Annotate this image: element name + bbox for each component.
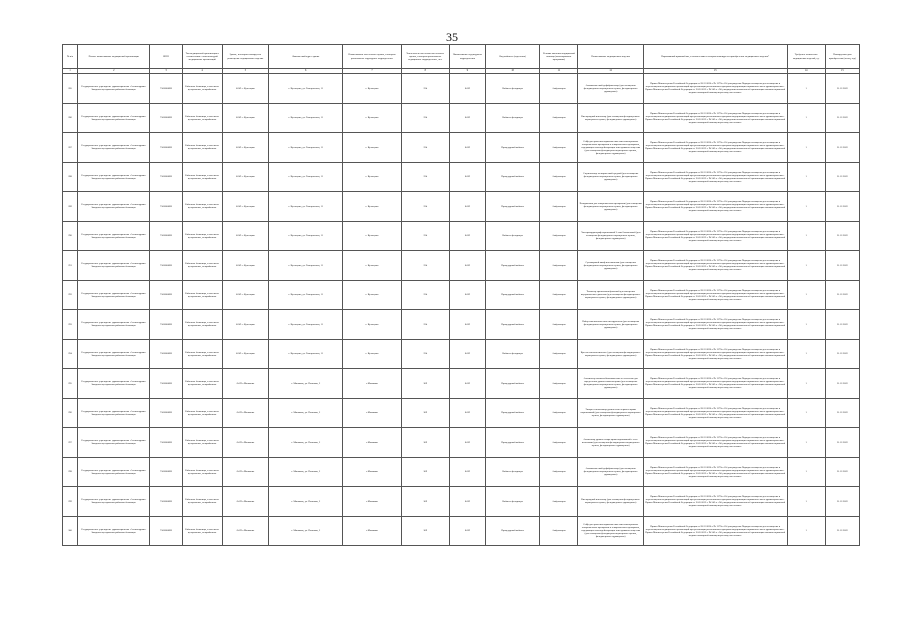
quantity-cell: 1 [787, 369, 825, 399]
column-header: Фактический адрес здания [268, 45, 342, 69]
population-cell: 224 [401, 74, 449, 104]
inn-cell: 7502000896 [150, 251, 182, 281]
device-name-cell: Экспресс-анализатор уровня холестерина в крови портативный (для оснащения фельдшерского-акушерского пункта, фельдшерского здравпункта) [578, 398, 643, 428]
inn-cell: 7502000896 [150, 487, 182, 517]
column-header: Требуемое количество медицинских изделий, ед. [787, 45, 825, 69]
inn-cell: 7502000896 [150, 339, 182, 369]
column-number: 6 [268, 69, 342, 74]
population-cell: 309 [401, 369, 449, 399]
org-name-cell: Государственное учреждение здравоохранения «Александрово-Заводская центральная районная больница» [78, 133, 150, 163]
table-row [63, 74, 860, 104]
column-number: 11 [540, 69, 578, 74]
table-row [63, 516, 860, 546]
table-body [63, 74, 860, 546]
org-name-cell: Государственное учреждение здравоохранения «Александрово-Заводская центральная районная больница» [78, 487, 150, 517]
unit-cell: ФАП [449, 103, 485, 133]
address-cell: с. Маньково, ул. Почтовая, 2 [268, 398, 342, 428]
unit-cell: ФАП [449, 74, 485, 104]
purchase-date-cell: 31.12.2022 [825, 457, 859, 487]
purchase-date-cell: 31.12.2022 [825, 192, 859, 222]
row-number: 298 [63, 457, 78, 487]
table-row [63, 428, 860, 458]
population-cell: 309 [401, 428, 449, 458]
room-type-cell: Процедурный кабинет [486, 192, 540, 222]
settlement-cell: с.Маньково [343, 398, 401, 428]
population-cell: 224 [401, 162, 449, 192]
building-cell: ФАП с. Кузнецово [222, 192, 268, 222]
care-conditions-cell: Амбулаторно [540, 457, 578, 487]
column-header: Полное наименование медицинской организации [78, 45, 150, 69]
care-conditions-cell: Амбулаторно [540, 162, 578, 192]
org-name-cell: Государственное учреждение здравоохранения «Александрово-Заводская центральная районная больница» [78, 162, 150, 192]
inn-cell: 7502000896 [150, 280, 182, 310]
row-number: 293 [63, 310, 78, 340]
row-number: 287 [63, 133, 78, 163]
org-type-cell: Районные больницы, в том числе центральные, межрайонные [182, 192, 222, 222]
population-cell: 224 [401, 310, 449, 340]
inn-cell: 7502000896 [150, 162, 182, 192]
org-name-cell: Государственное учреждение здравоохранения «Александрово-Заводская центральная районная больница» [78, 516, 150, 546]
table-row [63, 457, 860, 487]
room-type-cell: Процедурный кабинет [486, 310, 540, 340]
purchase-date-cell: 31.12.2022 [825, 369, 859, 399]
address-cell: с. Кузнецово, ул. Гонгаротская, 11 [268, 280, 342, 310]
org-name-cell: Государственное учреждение здравоохранения «Александрово-Заводская центральная районная больница» [78, 192, 150, 222]
purchase-date-cell: 31.12.2022 [825, 310, 859, 340]
care-conditions-cell: Амбулаторно [540, 516, 578, 546]
unit-cell: ФАП [449, 487, 485, 517]
device-name-cell: Кислородный ингалятор (для оснащения фельдшерского-акушерского пункта, фельдшерского здравпункта) [578, 487, 643, 517]
address-cell: с. Маньково, ул. Почтовая, 2 [268, 516, 342, 546]
device-name-cell: Кресло гинекологическое (для оснащения фельдшерского-акушерского пункта, фельдшерского здравпункта) [578, 339, 643, 369]
settlement-cell: с.Маньково [343, 369, 401, 399]
row-number: 297 [63, 428, 78, 458]
org-type-cell: Районные больницы, в том числе центральные, межрайонные [182, 516, 222, 546]
care-conditions-cell: Амбулаторно [540, 369, 578, 399]
population-cell: 224 [401, 339, 449, 369]
inn-cell: 7502000896 [150, 516, 182, 546]
org-type-cell: Районные больницы, в том числе центральные, межрайонные [182, 280, 222, 310]
purchase-date-cell: 31.12.2022 [825, 103, 859, 133]
population-cell: 224 [401, 133, 449, 163]
column-number: 9 [449, 69, 485, 74]
column-header: Планируемая дата приобретения (месяц, год) [825, 45, 859, 69]
org-type-cell: Районные больницы, в том числе центральные, межрайонные [182, 369, 222, 399]
column-number: 10 [486, 69, 540, 74]
column-header: Условия оказания медицинской помощи (пилотирование программы) [540, 45, 578, 69]
address-cell: с. Кузнецово, ул. Гонгаротская, 11 [268, 133, 342, 163]
org-type-cell: Районные больницы, в том числе центральные, межрайонные [182, 251, 222, 281]
settlement-cell: с. Кузнецово [343, 251, 401, 281]
org-type-cell: Районные больницы, в том числе центральные, межрайонные [182, 428, 222, 458]
legal-act-cell: Приказ Министерства Российской Федерации от 28.12.2020 г. № 1379н «Об утверждении Порядка оснащения для оснащения и переоснащения медицинских организаций при реализации региональных программ модернизации первичного звена здравоохранения». Приказ Министерства Российской Федерации от 15.05.2012 г. № 543 н «Об утверждении положения об организации оказания первичной медико-санитарной помощи взрослому населению» [643, 103, 787, 133]
org-name-cell: Государственное учреждение здравоохранения «Александрово-Заводская центральная районная больница» [78, 310, 150, 340]
address-cell: с. Маньково, ул. Почтовая, 2 [268, 428, 342, 458]
address-cell: с. Кузнецово, ул. Гонгаротская, 11 [268, 74, 342, 104]
org-name-cell: Государственное учреждение здравоохранения «Александрово-Заводская центральная районная больница» [78, 103, 150, 133]
table-row [63, 398, 860, 428]
care-conditions-cell: Амбулаторно [540, 280, 578, 310]
org-type-cell: Районные больницы, в том числе центральные, межрайонные [182, 487, 222, 517]
table-row [63, 192, 860, 222]
device-name-cell: Набор гинекологических инструментов (для оснащения фельдшерского-акушерского пункта, фельдшерского здравпункта) [578, 310, 643, 340]
column-header: Наименование медицинского изделия [578, 45, 643, 69]
quantity-cell: 1 [787, 457, 825, 487]
unit-cell: ФАП [449, 310, 485, 340]
legal-act-cell: Приказ Министерства Российской Федерации от 28.12.2020 г. № 1379н «Об утверждении Порядка оснащения для оснащения и переоснащения медицинских организаций при реализации региональных программ модернизации первичного звена здравоохранения». Приказ Министерства Российской Федерации от 15.05.2012 г. № 543 н «Об утверждении положения об организации оказания первичной медико-санитарной помощи взрослому населению» [643, 369, 787, 399]
room-type-cell: Процедурный кабинет [486, 133, 540, 163]
table-row [63, 221, 860, 251]
row-number: 292 [63, 280, 78, 310]
quantity-cell: 1 [787, 192, 825, 222]
legal-act-cell: Приказ Министерства Российской Федерации от 28.12.2020 г. № 1379н «Об утверждении Порядка оснащения для оснащения и переоснащения медицинских организаций при реализации региональных программ модернизации первичного звена здравоохранения». Приказ Министерства Российской Федерации от 15.05.2012 г. № 543 н «Об утверждении положения об организации оказания первичной медико-санитарной помощи взрослому населению» [643, 74, 787, 104]
care-conditions-cell: Амбулаторно [540, 487, 578, 517]
unit-cell: ФАП [449, 221, 485, 251]
inn-cell: 7502000896 [150, 192, 182, 222]
purchase-date-cell: 31.12.2022 [825, 339, 859, 369]
population-cell: 224 [401, 251, 449, 281]
building-cell: ФАП с.Маньково [222, 487, 268, 517]
inn-cell: 7502000896 [150, 428, 182, 458]
row-number: 291 [63, 251, 78, 281]
building-cell: ФАП с.Маньково [222, 398, 268, 428]
building-cell: ФАП с. Кузнецово [222, 310, 268, 340]
org-type-cell: Районные больницы, в том числе центральные, межрайонные [182, 398, 222, 428]
org-type-cell: Районные больницы, в том числе центральные, межрайонные [182, 457, 222, 487]
legal-act-cell: Приказ Министерства Российской Федерации от 28.12.2020 г. № 1379н «Об утверждении Порядка оснащения для оснащения и переоснащения медицинских организаций при реализации региональных программ модернизации первичного звена здравоохранения». Приказ Министерства Российской Федерации от 15.05.2012 г. № 543 н «Об утверждении положения об организации оказания первичной медико-санитарной помощи взрослому населению» [643, 280, 787, 310]
address-cell: с. Кузнецово, ул. Гонгаротская, 11 [268, 310, 342, 340]
inn-cell: 7502000896 [150, 310, 182, 340]
unit-cell: ФАП [449, 339, 485, 369]
unit-cell: ФАП [449, 516, 485, 546]
unit-cell: ФАП [449, 369, 485, 399]
building-cell: ФАП с.Маньково [222, 516, 268, 546]
quantity-cell: 1 [787, 221, 825, 251]
table-row [63, 310, 860, 340]
population-cell: 309 [401, 457, 449, 487]
settlement-cell: с. Кузнецово [343, 74, 401, 104]
org-name-cell: Государственное учреждение здравоохранения «Александрово-Заводская центральная районная больница» [78, 428, 150, 458]
purchase-date-cell: 31.12.2022 [825, 74, 859, 104]
column-header: Вид кабинета (отделения) [486, 45, 540, 69]
purchase-date-cell: 31.12.2022 [825, 487, 859, 517]
quantity-cell: 1 [787, 339, 825, 369]
table-row [63, 280, 860, 310]
address-cell: с. Кузнецово, ул. Гонгаротская, 11 [268, 192, 342, 222]
quantity-cell: 1 [787, 74, 825, 104]
population-cell: 309 [401, 516, 449, 546]
address-cell: с. Кузнецово, ул. Гонгаротская, 11 [268, 103, 342, 133]
building-cell: ФАП с. Кузнецово [222, 162, 268, 192]
building-cell: ФАП с.Маньково [222, 369, 268, 399]
device-name-cell: Автоматический дефибриллятор (для оснащения фельдшерского-акушерского пункта, фельдшерского здравпункта) [578, 74, 643, 104]
address-cell: с. Кузнецово, ул. Гонгаротская, 11 [268, 339, 342, 369]
care-conditions-cell: Амбулаторно [540, 251, 578, 281]
quantity-cell: 1 [787, 251, 825, 281]
org-type-cell: Районные больницы, в том числе центральные, межрайонные [182, 339, 222, 369]
room-type-cell: Кабинет фельдшера [486, 457, 540, 487]
inn-cell: 7502000896 [150, 369, 182, 399]
room-type-cell: Процедурный кабинет [486, 428, 540, 458]
care-conditions-cell: Амбулаторно [540, 310, 578, 340]
inn-cell: 7502000896 [150, 103, 182, 133]
row-number: 294 [63, 339, 78, 369]
care-conditions-cell: Амбулаторно [540, 221, 578, 251]
settlement-cell: с. Кузнецово [343, 192, 401, 222]
population-cell: 309 [401, 487, 449, 517]
room-type-cell: Кабинет фельдшера [486, 487, 540, 517]
care-conditions-cell: Амбулаторно [540, 192, 578, 222]
quantity-cell: 1 [787, 103, 825, 133]
org-name-cell: Государственное учреждение здравоохранения «Александрово-Заводская центральная районная больница» [78, 339, 150, 369]
row-number: 288 [63, 162, 78, 192]
care-conditions-cell: Амбулаторно [540, 74, 578, 104]
room-type-cell: Процедурный кабинет [486, 162, 540, 192]
org-type-cell: Районные больницы, в том числе центральные, межрайонные [182, 133, 222, 163]
org-name-cell: Государственное учреждение здравоохранения «Александрово-Заводская центральная районная больница» [78, 251, 150, 281]
inn-cell: 7502000896 [150, 74, 182, 104]
legal-act-cell: Приказ Министерства Российской Федерации от 28.12.2020 г. № 1379н «Об утверждении Порядка оснащения для оснащения и переоснащения медицинских организаций при реализации региональных программ модернизации первичного звена здравоохранения». Приказ Министерства Российской Федерации от 15.05.2012 г. № 543 н «Об утверждении положения об организации оказания первичной медико-санитарной помощи взрослому населению» [643, 398, 787, 428]
settlement-cell: с. Кузнецово [343, 162, 401, 192]
column-number: 1 [63, 69, 78, 74]
quantity-cell: 1 [787, 162, 825, 192]
table-row [63, 487, 860, 517]
column-number: 7 [343, 69, 401, 74]
population-cell: 309 [401, 398, 449, 428]
room-type-cell: Процедурный кабинет [486, 251, 540, 281]
unit-cell: ФАП [449, 133, 485, 163]
address-cell: с. Маньково, ул. Почтовая, 2 [268, 457, 342, 487]
column-number: 2 [78, 69, 150, 74]
column-header: ИНН [150, 45, 182, 69]
inn-cell: 7502000896 [150, 221, 182, 251]
inn-cell: 7502000896 [150, 133, 182, 163]
address-cell: с. Кузнецово, ул. Гонгаротская, 11 [268, 162, 342, 192]
table-row [63, 369, 860, 399]
column-number: 5 [222, 69, 268, 74]
column-number: 13 [643, 69, 787, 74]
org-name-cell: Государственное учреждение здравоохранения «Александрово-Заводская центральная районная больница» [78, 221, 150, 251]
column-number: 15 [825, 69, 859, 74]
room-type-cell: Процедурный кабинет [486, 516, 540, 546]
unit-cell: ФАП [449, 192, 485, 222]
unit-cell: ФАП [449, 428, 485, 458]
quantity-cell: 1 [787, 398, 825, 428]
device-name-cell: Электрокардиограф портативный 3- или 6-канальный (для оснащения фельдшерского-акушерского пункта, фельдшерского здравпункта) [578, 221, 643, 251]
purchase-date-cell: 31.12.2022 [825, 398, 859, 428]
settlement-cell: с.Маньково [343, 428, 401, 458]
purchase-date-cell: 31.12.2022 [825, 162, 859, 192]
purchase-date-cell: 31.12.2022 [825, 428, 859, 458]
row-number: 296 [63, 398, 78, 428]
settlement-cell: с. Кузнецово [343, 103, 401, 133]
room-type-cell: Кабинет фельдшера [486, 221, 540, 251]
org-name-cell: Государственное учреждение здравоохранения «Александрово-Заводская центральная районная больница» [78, 280, 150, 310]
page-number: 35 [446, 30, 458, 44]
quantity-cell: 1 [787, 133, 825, 163]
legal-act-cell: Приказ Министерства Российской Федерации от 28.12.2020 г. № 1379н «Об утверждении Порядка оснащения для оснащения и переоснащения медицинских организаций при реализации региональных программ модернизации первичного звена здравоохранения». Приказ Министерства Российской Федерации от 15.05.2012 г. № 543 н «Об утверждении положения об организации оказания первичной медико-санитарной помощи взрослому населению» [643, 457, 787, 487]
device-name-cell: Сухожаровой шкаф или автоклав (для оснащения фельдшерского-акушерского пункта, фельдшерского здравпункта) [578, 251, 643, 281]
quantity-cell: 1 [787, 280, 825, 310]
row-number: 300 [63, 516, 78, 546]
settlement-cell: с.Маньково [343, 516, 401, 546]
device-name-cell: Тонометр транспальпебральный для измерения внутриглазного давления (для оснащения фельдшерского-акушерского пункта, фельдшерского здравпункта) [578, 280, 643, 310]
org-name-cell: Государственное учреждение здравоохранения «Александрово-Заводская центральная районная больница» [78, 457, 150, 487]
quantity-cell: 1 [787, 487, 825, 517]
device-name-cell: Анализатор уровня сахара крови портативный с тест-полосками (для оснащения фельдшерского-акушерского пункта, фельдшерского здравпункта) [578, 428, 643, 458]
legal-act-cell: Приказ Министерства Российской Федерации от 28.12.2020 г. № 1379н «Об утверждении Порядка оснащения для оснащения и переоснащения медицинских организаций при реализации региональных программ модернизации первичного звена здравоохранения». Приказ Министерства Российской Федерации от 15.05.2012 г. № 543 н «Об утверждении положения об организации оказания первичной медико-санитарной помощи взрослому населению» [643, 310, 787, 340]
column-number: 4 [182, 69, 222, 74]
purchase-date-cell: 31.12.2022 [825, 516, 859, 546]
column-header: Здание, в котором планируется размещение медицинского изделия [222, 45, 268, 69]
care-conditions-cell: Амбулаторно [540, 133, 578, 163]
unit-cell: ФАП [449, 457, 485, 487]
row-number: 295 [63, 369, 78, 399]
address-cell: с. Маньково, ул. Почтовая, 2 [268, 369, 342, 399]
column-header: Численность населения населенного пункта, в котором расположено медицинское подразделение, чел. [401, 45, 449, 69]
purchase-date-cell: 31.12.2022 [825, 251, 859, 281]
device-name-cell: Стерилизатор электрический средний (для оснащения фельдшерского-акушерского пункта, фельдшерского здравпункта) [578, 162, 643, 192]
legal-act-cell: Приказ Министерства Российской Федерации от 28.12.2020 г. № 1379н «Об утверждении Порядка оснащения для оснащения и переоснащения медицинских организаций при реализации региональных программ модернизации первичного звена здравоохранения». Приказ Министерства Российской Федерации от 15.05.2012 г. № 543 н «Об утверждении положения об организации оказания первичной медико-санитарной помощи взрослому населению» [643, 339, 787, 369]
building-cell: ФАП с. Кузнецово [222, 339, 268, 369]
org-type-cell: Районные больницы, в том числе центральные, межрайонные [182, 162, 222, 192]
org-type-cell: Районные больницы, в том числе центральные, межрайонные [182, 103, 222, 133]
purchase-date-cell: 31.12.2022 [825, 133, 859, 163]
column-header: Нормативный правовой акт, в соответствии с которым планируется приобретение медицинского изделия* [643, 45, 787, 69]
legal-act-cell: Приказ Министерства Российской Федерации от 28.12.2020 г. № 1379н «Об утверждении Порядка оснащения для оснащения и переоснащения медицинских организаций при реализации региональных программ модернизации первичного звена здравоохранения». Приказ Министерства Российской Федерации от 15.05.2012 г. № 543 н «Об утверждении положения об организации оказания первичной медико-санитарной помощи взрослому населению» [643, 428, 787, 458]
org-name-cell: Государственное учреждение здравоохранения «Александрово-Заводская центральная районная больница» [78, 74, 150, 104]
room-type-cell: Процедурный кабинет [486, 280, 540, 310]
purchase-date-cell: 31.12.2022 [825, 221, 859, 251]
inn-cell: 7502000896 [150, 398, 182, 428]
legal-act-cell: Приказ Министерства Российской Федерации от 28.12.2020 г. № 1379н «Об утверждении Порядка оснащения для оснащения и переоснащения медицинских организаций при реализации региональных программ модернизации первичного звена здравоохранения». Приказ Министерства Российской Федерации от 15.05.2012 г. № 543 н «Об утверждении положения об организации оказания первичной медико-санитарной помощи взрослому населению» [643, 162, 787, 192]
row-number: 286 [63, 103, 78, 133]
unit-cell: ФАП [449, 398, 485, 428]
building-cell: ФАП с. Кузнецово [222, 221, 268, 251]
legal-act-cell: Приказ Министерства Российской Федерации от 28.12.2020 г. № 1379н «Об утверждении Порядка оснащения для оснащения и переоснащения медицинских организаций при реализации региональных программ модернизации первичного звена здравоохранения». Приказ Министерства Российской Федерации от 15.05.2012 г. № 543 н «Об утверждении положения об организации оказания первичной медико-санитарной помощи взрослому населению» [643, 251, 787, 281]
settlement-cell: с. Кузнецово [343, 310, 401, 340]
device-name-cell: Анализатор глюкозы/биохимии или тест-система для определения уровня глюкозы крови (для оснащения фельдшерского-акушерского пункта, фельдшерского здравпункта) [578, 369, 643, 399]
column-header: № п/п [63, 45, 78, 69]
unit-cell: ФАП [449, 162, 485, 192]
room-type-cell: Кабинет фельдшера [486, 103, 540, 133]
population-cell: 224 [401, 192, 449, 222]
care-conditions-cell: Амбулаторно [540, 339, 578, 369]
table-header-row [63, 45, 860, 69]
building-cell: ФАП с. Кузнецово [222, 251, 268, 281]
room-type-cell: Процедурный кабинет [486, 398, 540, 428]
legal-act-cell: Приказ Министерства Российской Федерации от 28.12.2020 г. № 1379н «Об утверждении Порядка оснащения для оснащения и переоснащения медицинских организаций при реализации региональных программ модернизации первичного звена здравоохранения». Приказ Министерства Российской Федерации от 15.05.2012 г. № 543 н «Об утверждении положения об организации оказания первичной медико-санитарной помощи взрослому населению» [643, 192, 787, 222]
column-header: Наименование структурного подразделения [449, 45, 485, 69]
column-number: 12 [578, 69, 643, 74]
inn-cell: 7502000896 [150, 457, 182, 487]
row-number: 290 [63, 221, 78, 251]
care-conditions-cell: Амбулаторно [540, 398, 578, 428]
device-name-cell: Сейф для хранения наркотических или психотропных лекарственных препаратов и лекарственных препаратов, содержащих сильнодействующие или ядовитые вещества (для оснащения фельдшерско-акушерского пункта, фельдшерского здравпункта) [578, 133, 643, 163]
row-number: 285 [63, 74, 78, 104]
legal-act-cell: Приказ Министерства Российской Федерации от 28.12.2020 г. № 1379н «Об утверждении Порядка оснащения для оснащения и переоснащения медицинских организаций при реализации региональных программ модернизации первичного звена здравоохранения». Приказ Министерства Российской Федерации от 15.05.2012 г. № 543 н «Об утверждении положения об организации оказания первичной медико-санитарной помощи взрослому населению» [643, 221, 787, 251]
quantity-cell: 1 [787, 516, 825, 546]
device-name-cell: Автоматический дефибриллятор (для оснащения фельдшерского-акушерского пункта, фельдшерского здравпункта) [578, 457, 643, 487]
legal-act-cell: Приказ Министерства Российской Федерации от 28.12.2020 г. № 1379н «Об утверждении Порядка оснащения для оснащения и переоснащения медицинских организаций при реализации региональных программ модернизации первичного звена здравоохранения». Приказ Министерства Российской Федерации от 15.05.2012 г. № 543 н «Об утверждении положения об организации оказания первичной медико-санитарной помощи взрослому населению» [643, 487, 787, 517]
building-cell: ФАП с.Маньково [222, 457, 268, 487]
address-cell: с. Маньково, ул. Почтовая, 2 [268, 487, 342, 517]
room-type-cell: Кабинет фельдшера [486, 74, 540, 104]
column-header: Тип медицинской организации в соответствии с номенклатурой медицинских организаций [182, 45, 222, 69]
settlement-cell: с.Маньково [343, 457, 401, 487]
building-cell: ФАП с. Кузнецово [222, 74, 268, 104]
quantity-cell: 1 [787, 310, 825, 340]
address-cell: с. Кузнецово, ул. Гонгаротская, 11 [268, 251, 342, 281]
table-row [63, 133, 860, 163]
org-name-cell: Государственное учреждение здравоохранения «Александрово-Заводская центральная районная больница» [78, 398, 150, 428]
table-row [63, 251, 860, 281]
building-cell: ФАП с. Кузнецово [222, 133, 268, 163]
quantity-cell: 1 [787, 428, 825, 458]
settlement-cell: с. Кузнецово [343, 221, 401, 251]
settlement-cell: с. Кузнецово [343, 133, 401, 163]
org-name-cell: Государственное учреждение здравоохранения «Александрово-Заводская центральная районная больница» [78, 369, 150, 399]
org-type-cell: Районные больницы, в том числе центральные, межрайонные [182, 221, 222, 251]
purchase-date-cell: 31.12.2022 [825, 280, 859, 310]
device-name-cell: Холодильник для лекарственных препаратов (для оснащения фельдшерского-акушерского пункта, фельдшерского здравпункта) [578, 192, 643, 222]
row-number: 289 [63, 192, 78, 222]
care-conditions-cell: Амбулаторно [540, 428, 578, 458]
care-conditions-cell: Амбулаторно [540, 103, 578, 133]
table-row [63, 162, 860, 192]
device-name-cell: Сейф для хранения наркотических или психотропных лекарственных препаратов и лекарственных препаратов, содержащих сильнодействующие или ядовитые вещества (для оснащения фельдшерско-акушерского пункта, фельдшерского здравпункта) [578, 516, 643, 546]
column-number: 14 [787, 69, 825, 74]
building-cell: ФАП с. Кузнецово [222, 103, 268, 133]
row-number: 299 [63, 487, 78, 517]
room-type-cell: Кабинет фельдшера [486, 339, 540, 369]
column-number: 3 [150, 69, 182, 74]
address-cell: с. Кузнецово, ул. Гонгаротская, 11 [268, 221, 342, 251]
building-cell: ФАП с. Кузнецово [222, 280, 268, 310]
population-cell: 224 [401, 221, 449, 251]
table-row [63, 339, 860, 369]
column-number: 8 [401, 69, 449, 74]
settlement-cell: с.Маньково [343, 487, 401, 517]
population-cell: 224 [401, 103, 449, 133]
device-name-cell: Кислородный ингалятор (для оснащения фельдшерского-акушерского пункта, фельдшерского здравпункта) [578, 103, 643, 133]
building-cell: ФАП с.Маньково [222, 428, 268, 458]
column-header: Наименование населенного пункта, в котором расположено структурное подразделение [343, 45, 401, 69]
legal-act-cell: Приказ Министерства Российской Федерации от 28.12.2020 г. № 1379н «Об утверждении Порядка оснащения для оснащения и переоснащения медицинских организаций при реализации региональных программ модернизации первичного звена здравоохранения». Приказ Министерства Российской Федерации от 15.05.2012 г. № 543 н «Об утверждении положения об организации оказания первичной медико-санитарной помощи взрослому населению» [643, 133, 787, 163]
equipment-table [62, 44, 860, 546]
population-cell: 224 [401, 280, 449, 310]
table-row [63, 103, 860, 133]
unit-cell: ФАП [449, 251, 485, 281]
unit-cell: ФАП [449, 280, 485, 310]
settlement-cell: с. Кузнецово [343, 339, 401, 369]
legal-act-cell: Приказ Министерства Российской Федерации от 28.12.2020 г. № 1379н «Об утверждении Порядка оснащения для оснащения и переоснащения медицинских организаций при реализации региональных программ модернизации первичного звена здравоохранения». Приказ Министерства Российской Федерации от 15.05.2012 г. № 543 н «Об утверждении положения об организации оказания первичной медико-санитарной помощи взрослому населению» [643, 516, 787, 546]
room-type-cell: Процедурный кабинет [486, 369, 540, 399]
org-type-cell: Районные больницы, в том числе центральные, межрайонные [182, 74, 222, 104]
org-type-cell: Районные больницы, в том числе центральные, межрайонные [182, 310, 222, 340]
settlement-cell: с. Кузнецово [343, 280, 401, 310]
